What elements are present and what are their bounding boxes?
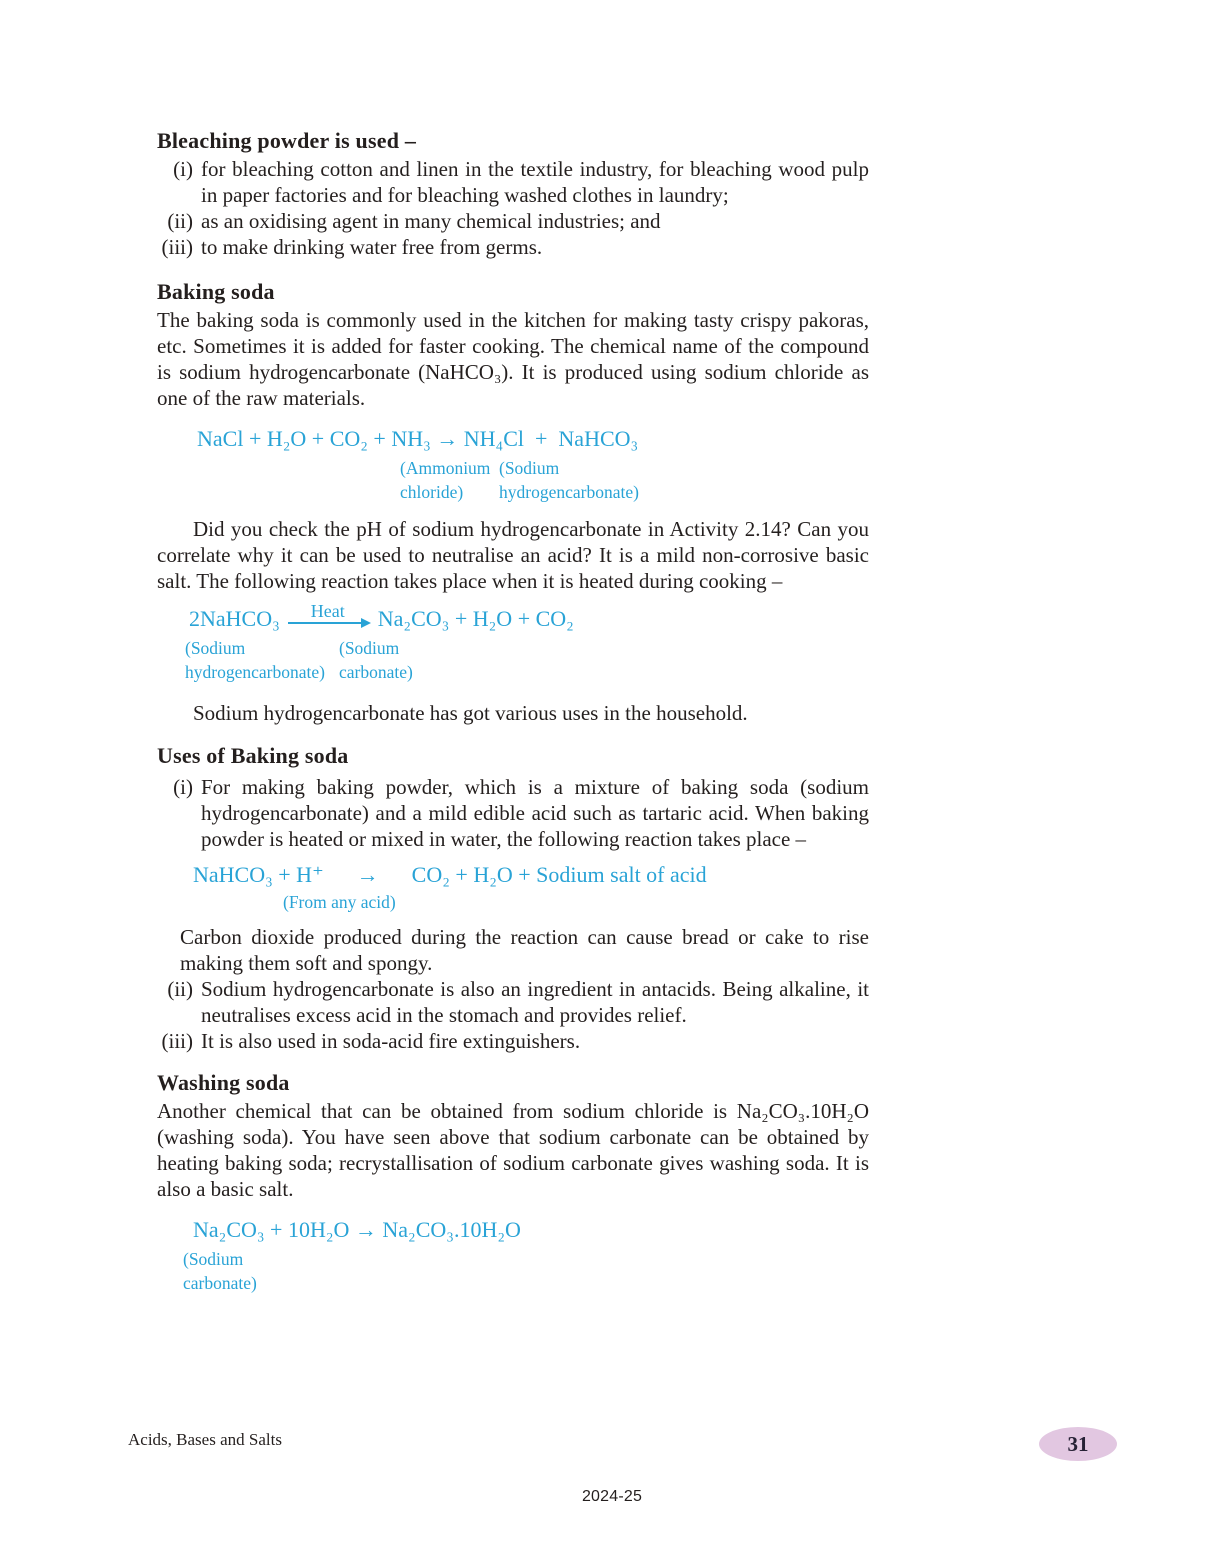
- list-item-text: For making baking powder, which is a mixture of baking soda (sodium hydrogencarbonate) and a mild edible acid such as tartaric acid. When baking powder is heated or mixed in water, the following reaction takes place –: [201, 775, 869, 851]
- list-item: [157, 976, 869, 1028]
- bleaching-uses-list: [157, 156, 869, 260]
- content-column: [157, 128, 869, 1295]
- heading-uses-of-baking-soda: Uses of Baking soda: [157, 743, 349, 768]
- list-item-text: to make drinking water free from germs.: [201, 235, 543, 259]
- list-item: [157, 208, 869, 234]
- list-item-roman: (i): [173, 775, 193, 799]
- year-label: 2024-25: [581, 1488, 643, 1505]
- equation-label: (Sodium carbonate): [339, 638, 413, 682]
- uses-list-continued: [157, 976, 869, 1054]
- list-item: [157, 1028, 869, 1054]
- baking-soda-paragraph: The baking soda is commonly used in the kitchen for making tasty crispy pakoras, etc. Sometimes it is added for faster cooking. The chemical name of the compound is sodium hydrogencarbonate (NaHCO₃). It is produced using sodium chloride as one of the raw materials.: [157, 308, 869, 410]
- equation-label: (Sodium hydrogencarbonate): [499, 458, 639, 502]
- products: Na₂CO₃ + H₂O + CO₂: [377, 606, 574, 631]
- list-item: [157, 774, 869, 852]
- heat-label: Heat: [310, 601, 345, 621]
- heading-baking-soda: Baking soda: [157, 279, 275, 304]
- list-item-roman: (iii): [161, 235, 193, 259]
- equation-label: (Sodium carbonate): [183, 1249, 257, 1293]
- household-uses-sentence: Sodium hydrogencarbonate has got various uses in the household.: [193, 701, 748, 725]
- list-item: [157, 234, 869, 260]
- equation-sodium-hydrogencarbonate: [157, 424, 869, 504]
- list-item-roman: (iii): [161, 1029, 193, 1053]
- equation-labels: [400, 456, 869, 504]
- uses-list: [157, 774, 869, 852]
- equation-heating: [157, 602, 869, 684]
- list-item-roman: (i): [173, 157, 193, 181]
- equation-label: (Sodium hydrogencarbonate): [185, 638, 325, 682]
- heading-washing-soda: Washing soda: [157, 1070, 290, 1095]
- list-item: [157, 156, 869, 208]
- reactant: 2NaHCO₃: [189, 606, 280, 631]
- ph-paragraph: Did you check the pH of sodium hydrogencarbonate in Activity 2.14? Can you correlate why it can be used to neutralise an acid? It is a mild non-corrosive basic salt. The following reaction takes place when it is heated during cooking –: [157, 517, 869, 593]
- equation-label: (Ammonium chloride): [400, 458, 491, 502]
- list-item-roman: (ii): [167, 209, 193, 233]
- list-item-text: Sodium hydrogencarbonate is also an ingredient in antacids. Being alkaline, it neutralises excess acid in the stomach and provides relief.: [201, 977, 869, 1027]
- equation-formula: NaHCO₃ + H⁺ → CO₂ + H₂O + Sodium salt of acid: [193, 862, 707, 887]
- washing-soda-paragraph: Another chemical that can be obtained from sodium chloride is Na₂CO₃.10H₂O (washing soda). You have seen above that sodium carbonate can be obtained by heating baking soda; recrystallisation of sodium carbonate gives washing soda. It is also a basic salt.: [157, 1099, 869, 1201]
- list-item-text: It is also used in soda-acid fire extinguishers.: [201, 1029, 581, 1053]
- equation-baking-powder: [157, 860, 869, 914]
- equation-formula: [157, 602, 869, 633]
- heading-bleaching-powder: Bleaching powder is used –: [157, 128, 417, 153]
- carbon-dioxide-paragraph: Carbon dioxide produced during the reaction can cause bread or cake to rise making them soft and spongy.: [180, 925, 869, 975]
- equation-formula: NaCl + H₂O + CO₂ + NH₃ → NH₄Cl + NaHCO₃: [197, 426, 639, 451]
- equation-formula: Na₂CO₃ + 10H₂O → Na₂CO₃.10H₂O: [193, 1217, 521, 1242]
- list-item-text: as an oxidising agent in many chemical industries; and: [201, 209, 661, 233]
- list-item-roman: (ii): [167, 977, 193, 1001]
- footer-chapter-title: Acids, Bases and Salts: [128, 1430, 282, 1449]
- from-any-acid-label: (From any acid): [283, 892, 396, 912]
- reaction-arrow-icon: [288, 622, 368, 624]
- heat-arrow: [288, 602, 368, 633]
- equation-labels: [185, 636, 869, 684]
- page-number-badge: 31: [1039, 1427, 1117, 1461]
- list-item-text: for bleaching cotton and linen in the textile industry, for bleaching wood pulp in paper factories and for bleaching washed clothes in laundry;: [201, 157, 869, 207]
- equation-washing-soda: [157, 1215, 869, 1295]
